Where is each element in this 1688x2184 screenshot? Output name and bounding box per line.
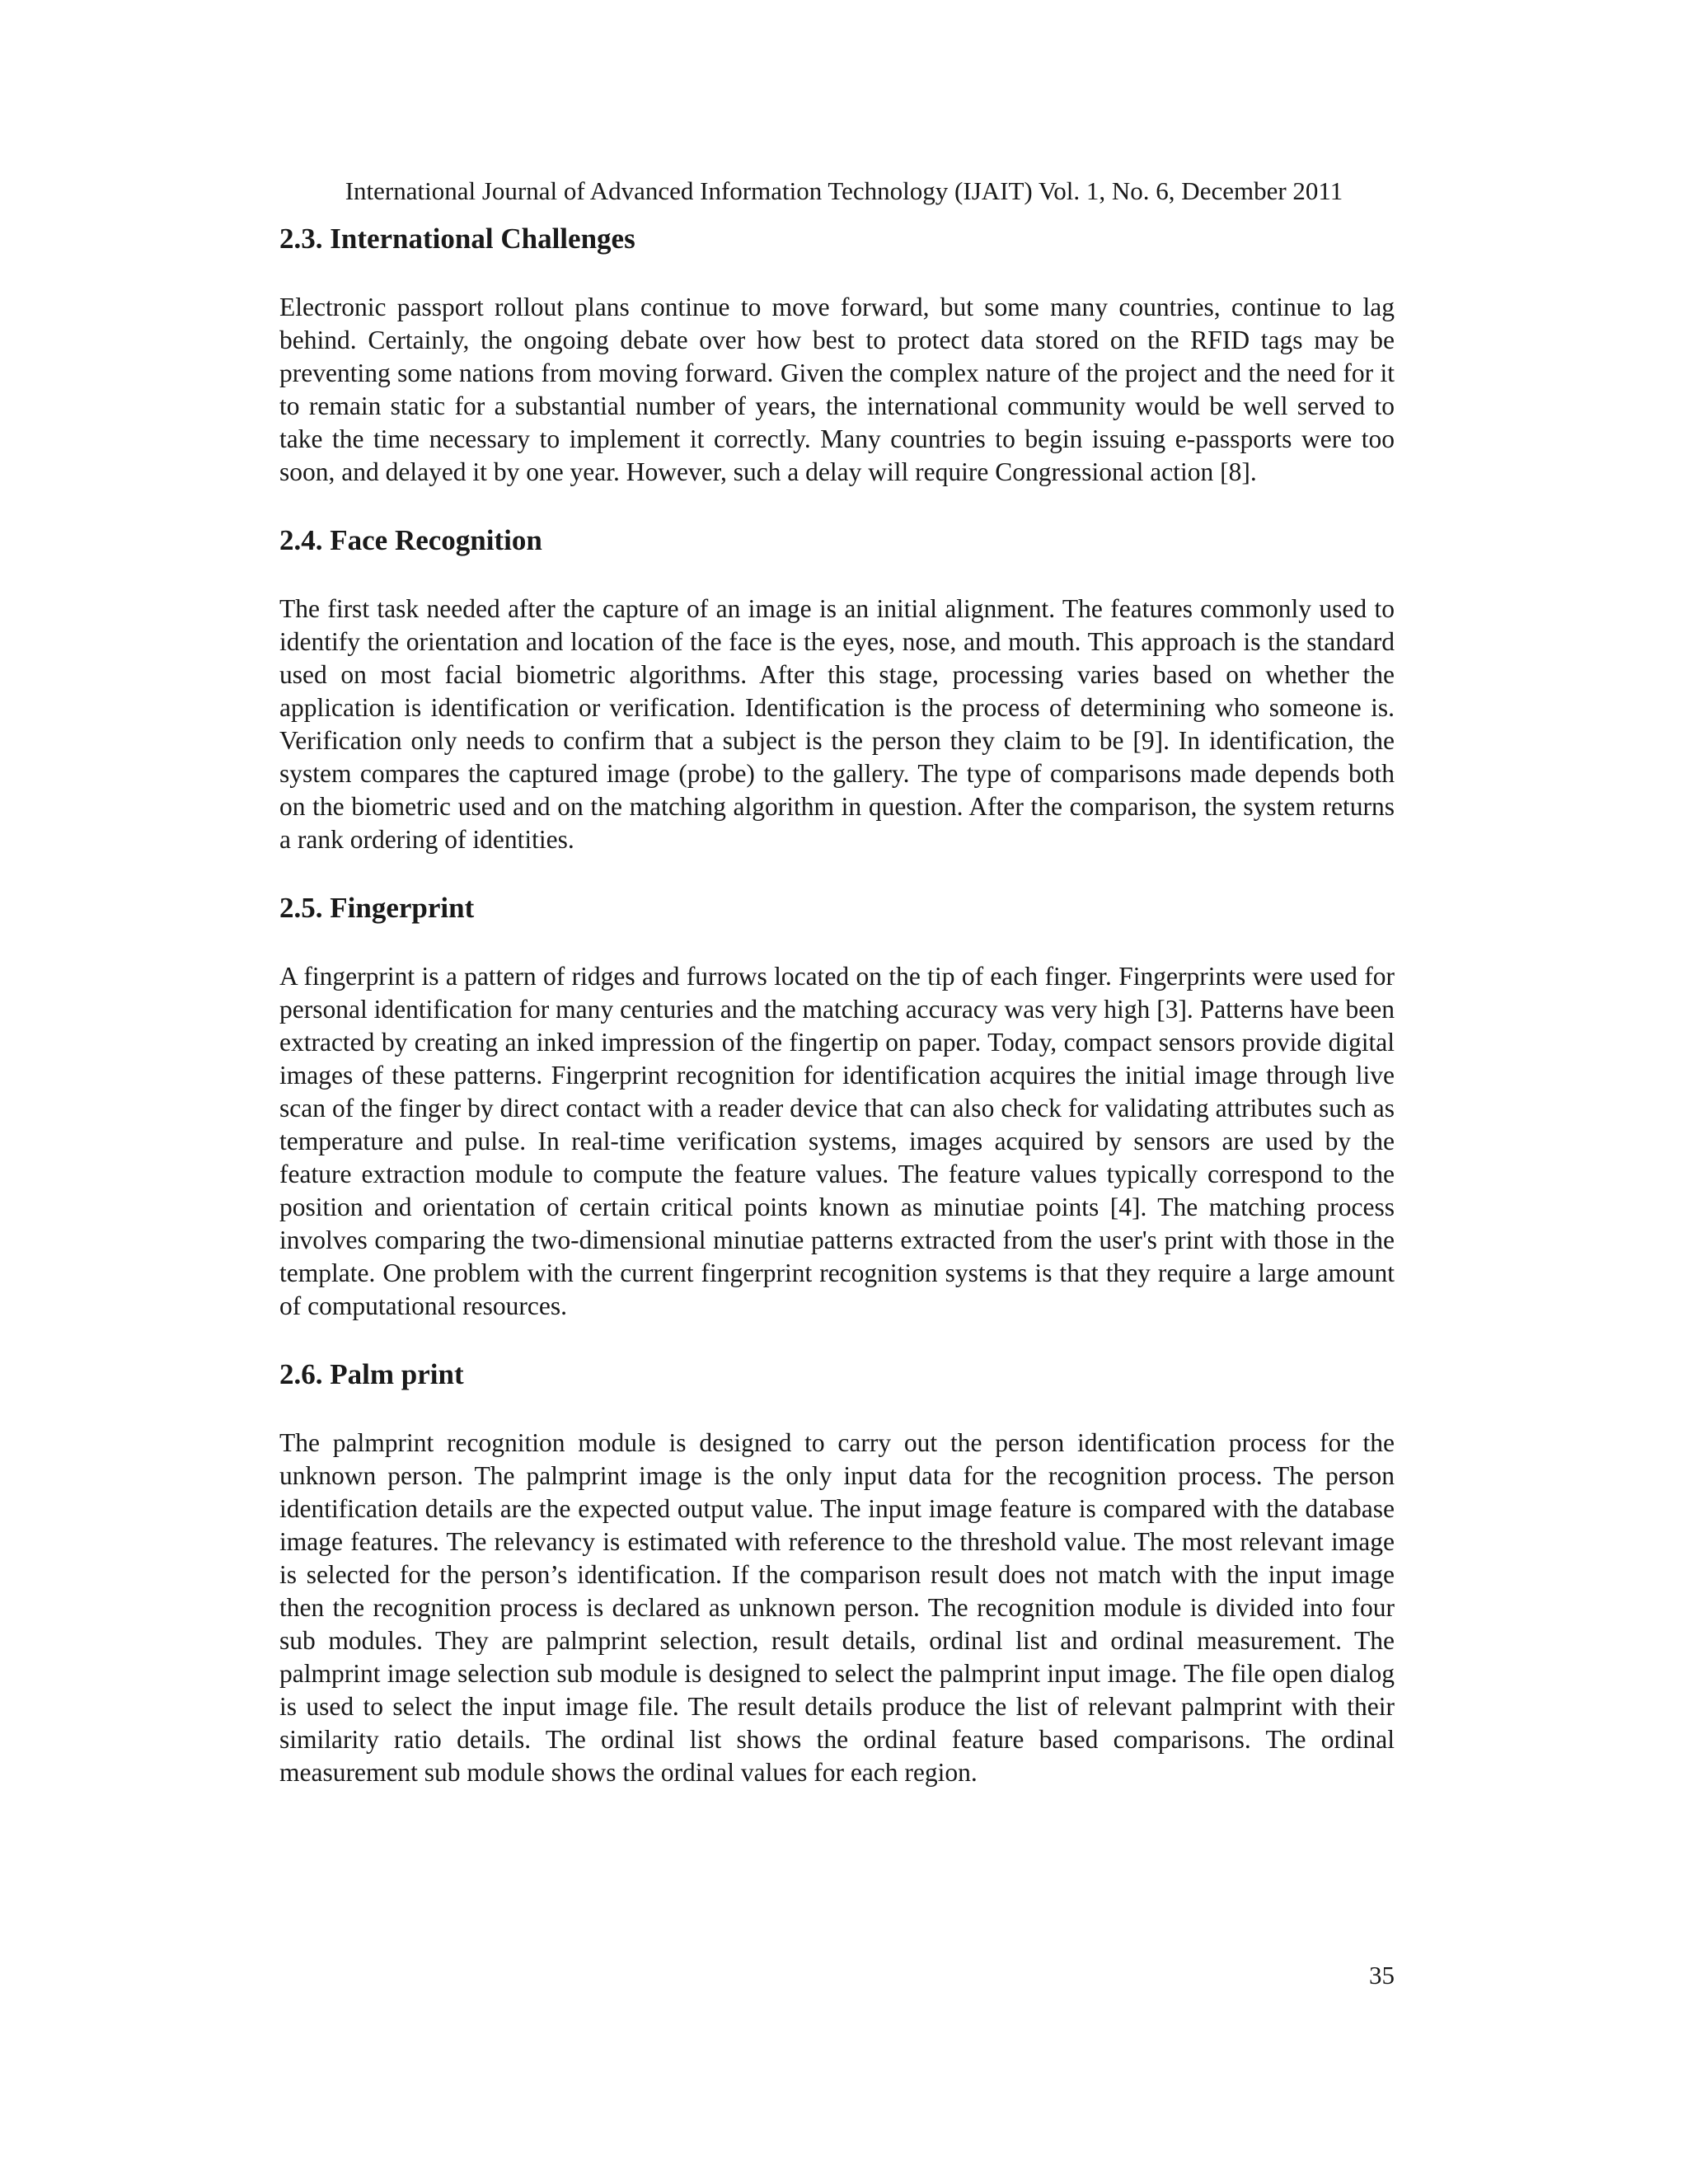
- section-heading: 2.3. International Challenges: [279, 223, 635, 255]
- section-paragraph: A fingerprint is a pattern of ridges and furrows located on the tip of each finger. Fingerprints were used for personal identification for many centuries and the matching accuracy was very high [3]. Patterns have been extracted by creating an inked impression of the fingertip on paper. Today, compact sensors provide digital images of these patterns. Fingerprint recognition for identification acquires the initial image through live scan of the finger by direct contact with a reader device that can also check for validating attributes such as temperature and pulse. In real-time verification systems, images acquired by sensors are used by the feature extraction module to compute the feature values. The feature values typically correspond to the position and orientation of certain critical points known as minutiae points [4]. The matching process involves comparing the two-dimensional minutiae patterns extracted from the user's print with those in the template. One problem with the current fingerprint recognition systems is that they require a large amount of computational resources.: [279, 962, 1395, 1320]
- section-paragraph: Electronic passport rollout plans continue to move forward, but some many countries, continue to lag behind. Certainly, the ongoing debate over how best to protect data stored on the RFID tags may be preventing some nations from moving forward. Given the complex nature of the project and the need for it to remain static for a substantial number of years, the international community would be well served to take the time necessary to implement it correctly. Many countries to begin issuing e-passports were too soon, and delayed it by one year. However, such a delay will require Congressional action [8].: [279, 293, 1395, 486]
- section-international-challenges: [279, 218, 1395, 489]
- page-number: 35: [1369, 1961, 1395, 1990]
- section-heading: 2.4. Face Recognition: [279, 524, 542, 556]
- section-heading: 2.6. Palm print: [279, 1358, 464, 1390]
- journal-running-header: International Journal of Advanced Information Technology (IJAIT) Vol. 1, No. 6, December 2011: [345, 176, 1343, 205]
- section-fingerprint: [279, 888, 1395, 1323]
- page-content: [279, 218, 1395, 1821]
- section-palm-print: [279, 1354, 1395, 1789]
- section-paragraph: The palmprint recognition module is designed to carry out the person identification process for the unknown person. The palmprint image is the only input data for the recognition process. The person identification details are the expected output value. The input image feature is compared with the database image features. The relevancy is estimated with reference to the threshold value. The most relevant image is selected for the person’s identification. If the comparison result does not match with the input image then the recognition process is declared as unknown person. The recognition module is divided into four sub modules. They are palmprint selection, result details, ordinal list and ordinal measurement. The palmprint image selection sub module is designed to select the palmprint input image. The file open dialog is used to select the input image file. The result details produce the list of relevant palmprint with their similarity ratio details. The ordinal list shows the ordinal feature based comparisons. The ordinal measurement sub module shows the ordinal values for each region.: [279, 1428, 1395, 1787]
- section-heading: 2.5. Fingerprint: [279, 892, 475, 924]
- section-face-recognition: [279, 520, 1395, 856]
- section-paragraph: The first task needed after the capture of an image is an initial alignment. The features commonly used to identify the orientation and location of the face is the eyes, nose, and mouth. This approach is the standard used on most facial biometric algorithms. After this stage, processing varies based on whether the application is identification or verification. Identification is the process of determining who someone is. Verification only needs to confirm that a subject is the person they claim to be [9]. In identification, the system compares the captured image (probe) to the gallery. The type of comparisons made depends both on the biometric used and on the matching algorithm in question. After the comparison, the system returns a rank ordering of identities.: [279, 594, 1395, 854]
